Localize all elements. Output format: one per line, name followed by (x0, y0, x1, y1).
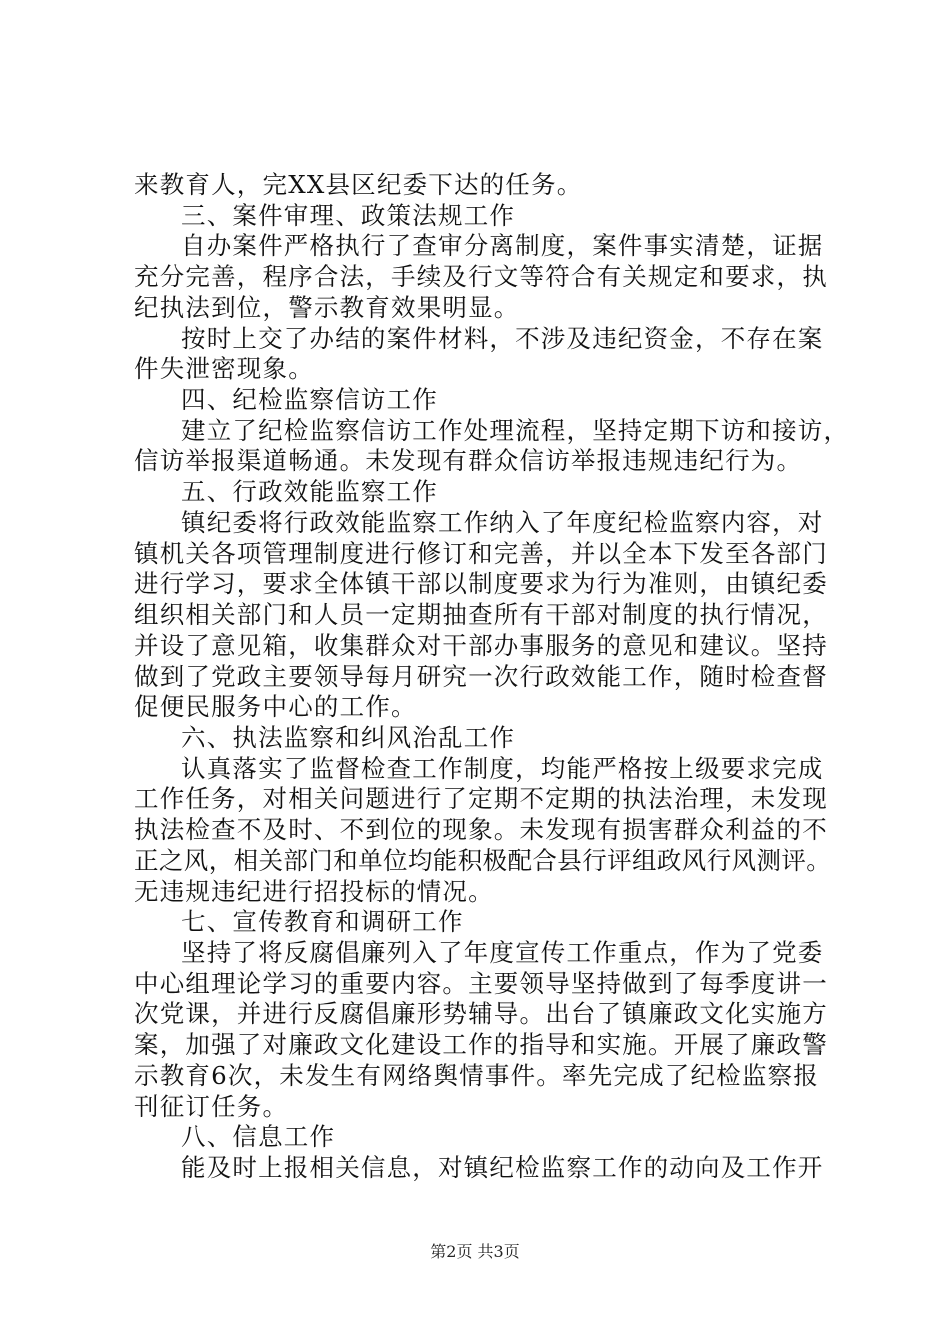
paragraph-line: 信访举报渠道畅通。未发现有群众信访举报违规违纪行为。 (134, 446, 803, 475)
paragraph-line: 能及时上报相关信息，对镇纪检监察工作的动向及工作开 (181, 1153, 824, 1182)
paragraph-line: 坚持了将反腐倡廉列入了年度宣传工作重点，作为了党委 (181, 938, 824, 967)
paragraph-line: 正之风，相关部门和单位均能积极配合县行评组政风行风测评。 (134, 846, 832, 875)
paragraph-line: 刊征订任务。 (134, 1092, 289, 1121)
paragraph-line: 中心组理论学习的重要内容。主要领导坚持做到了每季度讲一 (134, 969, 828, 998)
paragraph-line: 进行学习，要求全体镇干部以制度要求为行为准则，由镇纪委 (134, 569, 828, 598)
paragraph-line: 次党课，并进行反腐倡廉形势辅导。出台了镇廉政文化实施方 (134, 999, 828, 1028)
section-heading: 五、行政效能监察工作 (181, 477, 438, 506)
paragraph-line: 做到了党政主要领导每月研究一次行政效能工作，随时检查督 (134, 662, 828, 691)
paragraph-line: 自办案件严格执行了查审分离制度，案件事实清楚，证据 (181, 231, 824, 260)
paragraph-line: 来教育人，完XX县区纪委下达的任务。 (134, 170, 583, 199)
paragraph-line: 示教育6次，未发生有网络舆情事件。率先完成了纪检监察报 (134, 1061, 819, 1090)
paragraph-line: 镇机关各项管理制度进行修订和完善，并以全本下发至各部门 (134, 539, 828, 568)
paragraph-line: 组织相关部门和人员一定期抽查所有干部对制度的执行情况， (134, 600, 828, 629)
paragraph-line: 促便民服务中心的工作。 (134, 692, 417, 721)
paragraph-line: 件失泄密现象。 (134, 354, 314, 383)
paragraph-line: 镇纪委将行政效能监察工作纳入了年度纪检监察内容，对 (181, 508, 824, 537)
paragraph-line: 执法检查不及时、不到位的现象。未发现有损害群众利益的不 (134, 815, 828, 844)
section-heading: 三、案件审理、政策法规工作 (181, 201, 516, 230)
section-heading: 七、宣传教育和调研工作 (181, 907, 464, 936)
paragraph-line: 建立了纪检监察信访工作处理流程，坚持定期下访和接访， (181, 416, 850, 445)
paragraph-line: 按时上交了办结的案件材料，不涉及违纪资金，不存在案 (181, 324, 824, 353)
paragraph-line: 案，加强了对廉政文化建设工作的指导和实施。开展了廉政警 (134, 1030, 828, 1059)
paragraph-line: 纪执法到位，警示教育效果明显。 (134, 293, 520, 322)
paragraph-line: 并设了意见箱，收集群众对干部办事服务的意见和建议。坚持 (134, 631, 828, 660)
paragraph-line: 无违规违纪进行招投标的情况。 (134, 877, 494, 906)
section-heading: 六、执法监察和纠风治乱工作 (181, 723, 516, 752)
section-heading: 八、信息工作 (181, 1122, 336, 1151)
paragraph-line: 认真落实了监督检查工作制度，均能严格按上级要求完成 (181, 754, 824, 783)
paragraph-line: 充分完善，程序合法，手续及行文等符合有关规定和要求，执 (134, 262, 828, 291)
section-heading: 四、纪检监察信访工作 (181, 385, 438, 414)
page-footer: 第2页 共3页 (430, 1242, 520, 1261)
paragraph-line: 工作任务，对相关问题进行了定期不定期的执法治理，未发现 (134, 784, 828, 813)
